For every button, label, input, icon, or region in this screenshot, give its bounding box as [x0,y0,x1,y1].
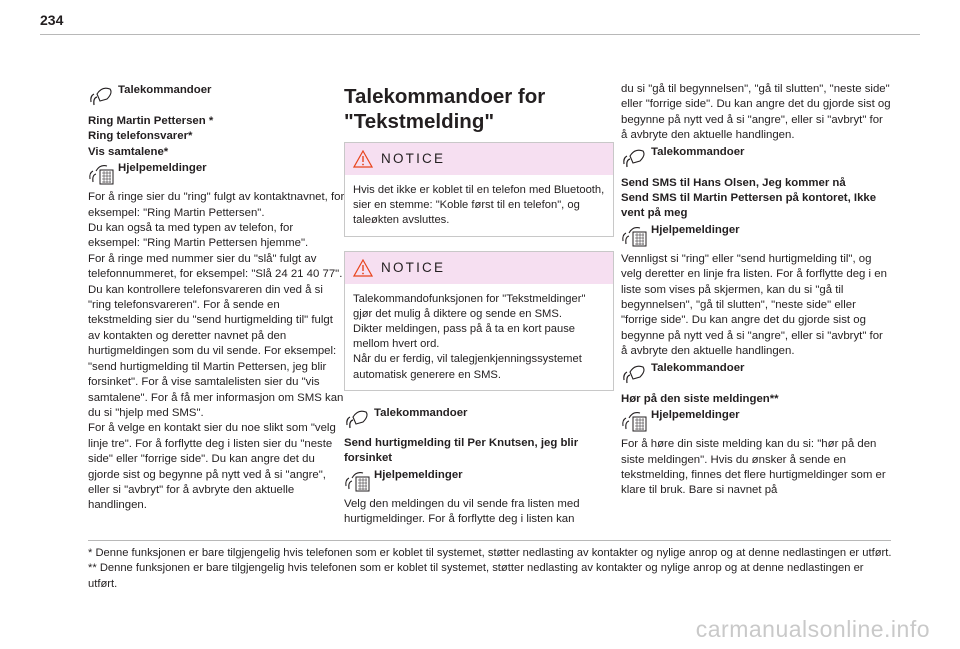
column-middle [344,84,614,527]
help-message-label: Hjelpemeldinger [651,409,740,422]
body-text: For å ringe sier du "ring" fulgt av kontaktnavnet, for eksempel: "Ring Martin Pettersen". Du kan også ta med typen av telefon, for eksempel: "Ring Martin Pettersen hjemme". For å ringe med nummer sier du "slå" fulgt av telefonnummeret, for eksempel: "Slå 24 21 40 77". Du kan kontrollere telefonsvareren din ved å si "ring telefonsvareren". For å sende en tekstmelding sier du "send hurtigmelding til" fulgt av kontakten og deretter navnet på den hurtigmeldingen som du vil sende. For eksempel: "send hurtigmelding til Martin Pettersen, jeg blir forsinket". For å vise samtalelisten sier du "vis samtalene". For å få mer informasjon om SMS kan du si "hjelp med SMS". For å velge en kontakt sier du noe slikt som "velg linje tre". For å forflytte deg i listen sier du "neste side" eller "forrige side". Du kan angre det du gjorde sist og begynne på nytt ved å si "angre", eller si "avbryt" for å avbryte den aktuelle handlingen. [88,191,345,512]
notice-text: Hvis det ikke er koblet til en telefon med Bluetooth, sier en stemme: "Koble først til en telefon", og taleøkten avsluttes. [353,184,605,227]
voice-command-block [621,144,891,170]
voice-command-block [621,360,891,386]
footnote: ** Denne funksjonen er bare tilgjengelig hvis telefonen som er koblet til systemet, støtter nedlasting av kontakter og nylige anrop og at denne nedlastingen er utført. [88,562,864,590]
help-message-block [621,222,891,248]
column-right [621,82,891,499]
footnotes [88,546,893,592]
notice-label: NOTICE [381,151,446,167]
voice-command-icon [88,82,114,108]
page-number: 234 [40,12,64,28]
voice-command-block [344,405,614,431]
voice-command-block [88,82,345,108]
body-text: Velg den meldingen du vil sende fra listen med hurtigmeldinger. For å forflytte deg i listen kan [344,497,580,526]
command-text: Ring telefonsvarer* [88,130,193,143]
body-text: For å høre din siste melding kan du si: "hør på den siste meldingen". Hvis du ønsker å sende en tekstmelding, finnes det flere hurtigmeldinger som er klare til bruk. Bare si navnet på [621,438,886,497]
help-message-label: Hjelpemeldinger [651,223,740,236]
command-text: Send SMS til Martin Pettersen på kontoret, Ikke vent på meg [621,192,877,220]
help-message-icon [621,407,647,433]
help-message-block [88,160,345,186]
notice-text: Talekommandofunksjonen for "Tekstmeldinger" gjør det mulig å diktere og sende en SMS. Dikter meldingen, pass på å ta en kort pause mellom hvert ord. Når du er ferdig, vil talegjenkjenningssystemet automatisk generere en SMS. [353,292,586,381]
command-text: Vis samtalene* [88,145,169,158]
help-message-block [344,467,614,493]
voice-command-icon [344,405,370,431]
footnote: * Denne funksjonen er bare tilgjengelig hvis telefonen som er koblet til systemet, støtter nedlasting av kontakter og nylige anrop og at denne nedlastingen er utført. [88,547,892,559]
voice-command-label: Talekommandoer [374,406,468,419]
voice-command-label: Talekommandoer [651,145,745,158]
command-text: Send SMS til Hans Olsen, Jeg kommer nå [621,176,846,189]
command-text: Ring Martin Pettersen * [88,115,214,127]
header-divider [40,34,920,35]
footnote-divider [88,540,891,541]
warning-triangle-icon [353,150,373,168]
notice-label: NOTICE [381,259,446,275]
notice-header [345,143,613,175]
voice-command-icon [621,360,647,386]
help-message-label: Hjelpemeldinger [374,468,463,481]
notice-box [344,251,614,391]
body-text: du si "gå til begynnelsen", "gå til slutten", "neste side" eller "forrige side". Du kan angre det du gjorde sist og begynne på nytt ved å si "angre", eller si "avbryt" for å avbryte den aktuelle handlingen. [621,83,891,142]
voice-command-label: Talekommandoer [118,84,212,96]
watermark: carmanualsonline.info [695,616,930,642]
column-left [88,82,345,514]
command-text: Send hurtigmelding til Per Knutsen, jeg blir forsinket [344,436,579,465]
help-message-block [621,407,891,433]
help-message-icon [344,467,370,493]
voice-command-icon [621,144,647,170]
body-text: Vennligst si "ring" eller "send hurtigmelding til", og velg deretter en linje fra listen. For å forflytte deg i en liste som vises på skjermen, kan du si "gå til begynnelsen", "gå til slutten", "neste side" eller "forrige side". Du kan angre det du gjorde sist og begynne på nytt ved å si "angre", eller si "avbryt" for å avbryte den aktuelle handlingen. [621,252,887,358]
help-message-label: Hjelpemeldinger [118,162,207,175]
help-message-icon [88,160,114,186]
help-message-icon [621,222,647,248]
command-text: Hør på den siste meldingen** [621,392,779,405]
voice-command-label: Talekommandoer [651,361,745,374]
notice-header [345,252,613,284]
warning-triangle-icon [353,259,373,277]
notice-box [344,142,614,237]
section-title: Talekommandoer for "Tekstmelding" [344,85,546,133]
